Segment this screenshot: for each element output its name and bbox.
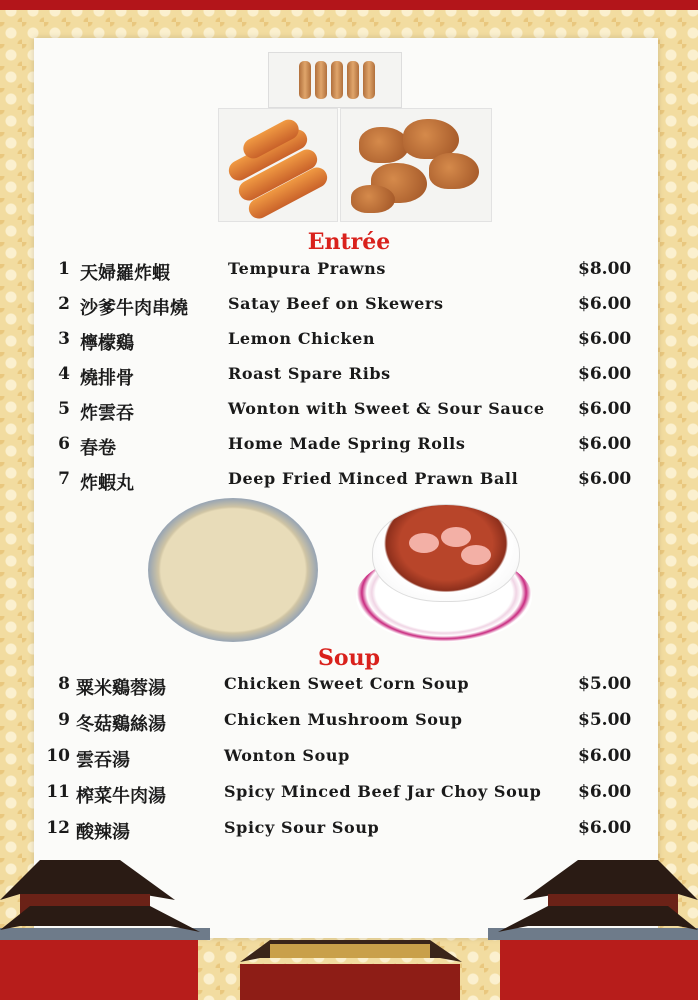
item-english-name: Wonton with Sweet & Sour Sauce <box>228 399 545 418</box>
item-number: 5 <box>58 399 70 419</box>
item-english-name: Tempura Prawns <box>228 259 387 278</box>
item-chinese-name: 榨菜牛肉湯 <box>76 786 166 807</box>
item-chinese-name: 春卷 <box>80 438 116 459</box>
spring-rolls-photo <box>268 52 402 108</box>
right-pagoda <box>488 860 698 1000</box>
wonton-soup-photo <box>372 504 520 602</box>
item-english-name: Satay Beef on Skewers <box>228 294 444 313</box>
soup-title: Soup <box>318 645 380 671</box>
item-english-name: Deep Fried Minced Prawn Ball <box>228 469 519 488</box>
menu-item-4 <box>0 364 698 398</box>
palace-roof-illustration <box>0 840 698 1000</box>
sweet-corn-soup-photo <box>148 498 318 642</box>
item-chinese-name: 雲吞湯 <box>76 750 130 771</box>
item-chinese-name: 燒排骨 <box>80 368 134 389</box>
menu-item-5 <box>0 399 698 433</box>
menu-item-9 <box>0 710 698 744</box>
item-number: 8 <box>58 674 70 694</box>
item-english-name: Roast Spare Ribs <box>228 364 391 383</box>
item-english-name: Spicy Sour Soup <box>224 818 380 837</box>
item-price: $6.00 <box>578 469 632 489</box>
item-number: 11 <box>46 782 70 802</box>
entree-title: Entrée <box>307 229 391 255</box>
item-number: 4 <box>58 364 70 384</box>
menu-item-1 <box>0 259 698 293</box>
item-price: $6.00 <box>578 329 632 349</box>
item-number: 3 <box>58 329 70 349</box>
item-price: $5.00 <box>578 674 632 694</box>
menu-item-11 <box>0 782 698 816</box>
item-price: $5.00 <box>578 710 632 730</box>
top-red-strip <box>0 0 698 10</box>
menu-item-7 <box>0 469 698 503</box>
menu-item-3 <box>0 329 698 363</box>
item-chinese-name: 沙爹牛肉串燒 <box>80 298 188 319</box>
item-price: $6.00 <box>578 294 632 314</box>
item-price: $6.00 <box>578 818 632 838</box>
item-price: $6.00 <box>578 782 632 802</box>
fried-wonton-photo <box>340 108 492 222</box>
menu-item-2 <box>0 294 698 328</box>
item-price: $6.00 <box>578 399 632 419</box>
menu-item-6 <box>0 434 698 468</box>
menu-item-8 <box>0 674 698 708</box>
item-chinese-name: 天婦羅炸蝦 <box>80 263 170 284</box>
item-number: 9 <box>58 710 70 730</box>
item-number: 2 <box>58 294 70 314</box>
item-price: $6.00 <box>578 364 632 384</box>
left-pagoda <box>0 860 210 1000</box>
item-number: 7 <box>58 469 70 489</box>
item-number: 10 <box>46 746 70 766</box>
center-hall <box>240 940 462 1000</box>
item-chinese-name: 粟米鷄蓉湯 <box>76 678 166 699</box>
item-chinese-name: 炸蝦丸 <box>80 473 134 494</box>
item-english-name: Chicken Sweet Corn Soup <box>224 674 470 693</box>
item-number: 1 <box>58 259 70 279</box>
tempura-prawns-photo <box>218 108 338 222</box>
menu-item-10 <box>0 746 698 780</box>
item-english-name: Spicy Minced Beef Jar Choy Soup <box>224 782 542 801</box>
item-chinese-name: 檸檬鷄 <box>80 333 134 354</box>
item-number: 6 <box>58 434 70 454</box>
item-price: $6.00 <box>578 434 632 454</box>
item-price: $6.00 <box>578 746 632 766</box>
item-chinese-name: 炸雲吞 <box>80 403 134 424</box>
item-english-name: Chicken Mushroom Soup <box>224 710 463 729</box>
item-chinese-name: 酸辣湯 <box>76 822 130 843</box>
item-number: 12 <box>46 818 70 838</box>
item-english-name: Wonton Soup <box>224 746 350 765</box>
item-price: $8.00 <box>578 259 632 279</box>
item-chinese-name: 冬菇鷄絲湯 <box>76 714 166 735</box>
item-english-name: Home Made Spring Rolls <box>228 434 466 453</box>
item-english-name: Lemon Chicken <box>228 329 376 348</box>
